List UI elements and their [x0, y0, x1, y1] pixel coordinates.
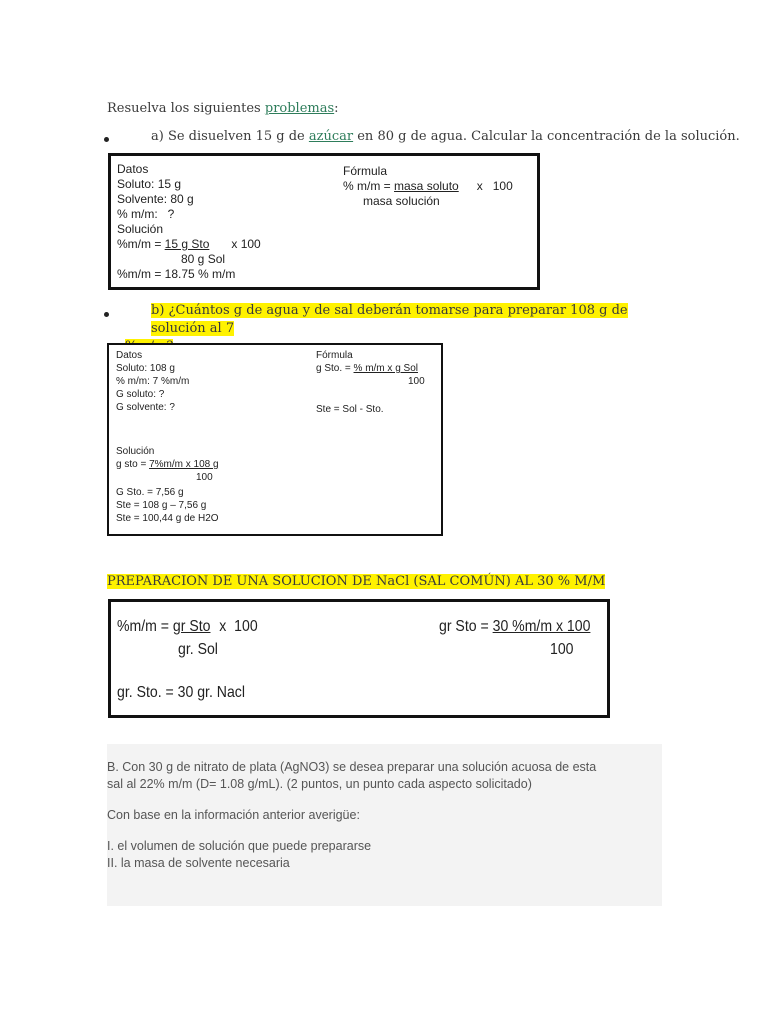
section-heading-text: PREPARACION DE UNA SOLUCION DE NaCl (SAL COMÚN) AL 30 % M/M: [107, 574, 606, 589]
r-pre: gr Sto =: [439, 618, 493, 635]
azucar-link[interactable]: azúcar: [308, 129, 354, 144]
problem-b-line3: Con base en la información anterior averigüe:: [107, 808, 360, 822]
solucion-label: Solución: [117, 222, 164, 236]
soluto-line: Soluto: 108 g: [116, 363, 175, 374]
formula-label: Fórmula: [343, 164, 388, 178]
question-a-pre: a) Se disuelven 15 g de: [151, 129, 309, 144]
question-a: [151, 129, 740, 144]
f-x: x 100: [476, 179, 513, 193]
eq1-x: x 100: [231, 237, 261, 251]
problem-b-line1: B. Con 30 g de nitrato de plata (AgNO3) se desea preparar una solución acuosa de esta: [107, 760, 597, 774]
r-num: 30 %m/m x 100: [492, 618, 591, 635]
bullet-icon: [104, 312, 109, 317]
l-num: gr Sto: [172, 618, 211, 635]
solvente-line: Solvente: 80 g: [117, 192, 194, 206]
soluto-line: Soluto: 15 g: [117, 177, 182, 191]
pct-line: % m/m: ?: [117, 207, 175, 221]
problem-b-panel: [107, 744, 662, 906]
equation-1: [117, 237, 261, 252]
f-num: masa soluto: [394, 179, 459, 193]
formula-label: Fórmula: [316, 350, 353, 361]
question-a-post: en 80 g de agua. Calcular la concentración de la solución.: [353, 129, 740, 144]
f-pre: % m/m =: [343, 179, 395, 193]
intro-line: [107, 101, 339, 116]
r-den: 100: [550, 641, 574, 658]
eq1-den: 80 g Sol: [181, 252, 226, 266]
eq1-num: 15 g Sto: [164, 237, 210, 251]
f-num: % m/m x g Sol: [353, 363, 418, 374]
g-soluto-line: G soluto: ?: [116, 389, 165, 400]
f-pre: g Sto. =: [316, 363, 354, 374]
ste-line-2: Ste = 100,44 g de H2O: [116, 513, 219, 524]
ste-line-1: Ste = 108 g – 7,56 g: [116, 500, 207, 511]
eq-num: 7%m/m x 108 g: [149, 459, 219, 470]
datos-label: Datos: [116, 350, 143, 361]
f-den: 100: [408, 376, 425, 387]
intro-suffix: :: [334, 101, 339, 116]
l-pre: %m/m =: [117, 618, 173, 635]
section-heading: [107, 574, 605, 589]
f-den: masa solución: [363, 194, 440, 208]
solucion-label: Solución: [116, 446, 155, 457]
problem-b-item1: I. el volumen de solución que puede prepararse: [107, 839, 372, 853]
right-equation: [439, 618, 590, 636]
solution-image-2: [107, 343, 443, 536]
l-den: gr. Sol: [178, 641, 218, 658]
equation-2: [116, 459, 219, 472]
problem-b-item2: II. la masa de solvente necesaria: [107, 856, 290, 870]
datos-label: Datos: [117, 162, 149, 176]
bullet-icon: [104, 137, 109, 142]
question-b-line1: b) ¿Cuántos g de agua y de sal deberán tomarse para preparar 108 g de solución al 7: [151, 303, 628, 336]
left-equation: [117, 618, 258, 636]
f-ste: Ste = Sol - Sto.: [316, 404, 384, 415]
solution-image-3: [108, 599, 610, 718]
eq-den: 100: [196, 472, 213, 483]
g-solvente-line: G solvente: ?: [116, 402, 175, 413]
result-line: %m/m = 18.75 % m/m: [117, 267, 236, 281]
problem-b-line2: sal al 22% m/m (D= 1.08 g/mL). (2 puntos, un punto cada aspecto solicitado): [107, 777, 532, 791]
g-sto-line: G Sto. = 7,56 g: [116, 487, 184, 498]
l-x: x 100: [219, 618, 258, 635]
intro-text: Resuelva los siguientes: [107, 101, 265, 116]
eq1-pre: %m/m =: [117, 237, 165, 251]
eq-pre: g sto =: [116, 459, 150, 470]
problemas-link[interactable]: problemas: [264, 101, 335, 116]
solution-image-1: [108, 153, 540, 290]
pct-line: % m/m: 7 %m/m: [116, 376, 190, 387]
formula-eq: [316, 363, 418, 376]
bottom-line: gr. Sto. = 30 gr. Nacl: [117, 684, 245, 701]
formula-eq: [343, 179, 513, 194]
